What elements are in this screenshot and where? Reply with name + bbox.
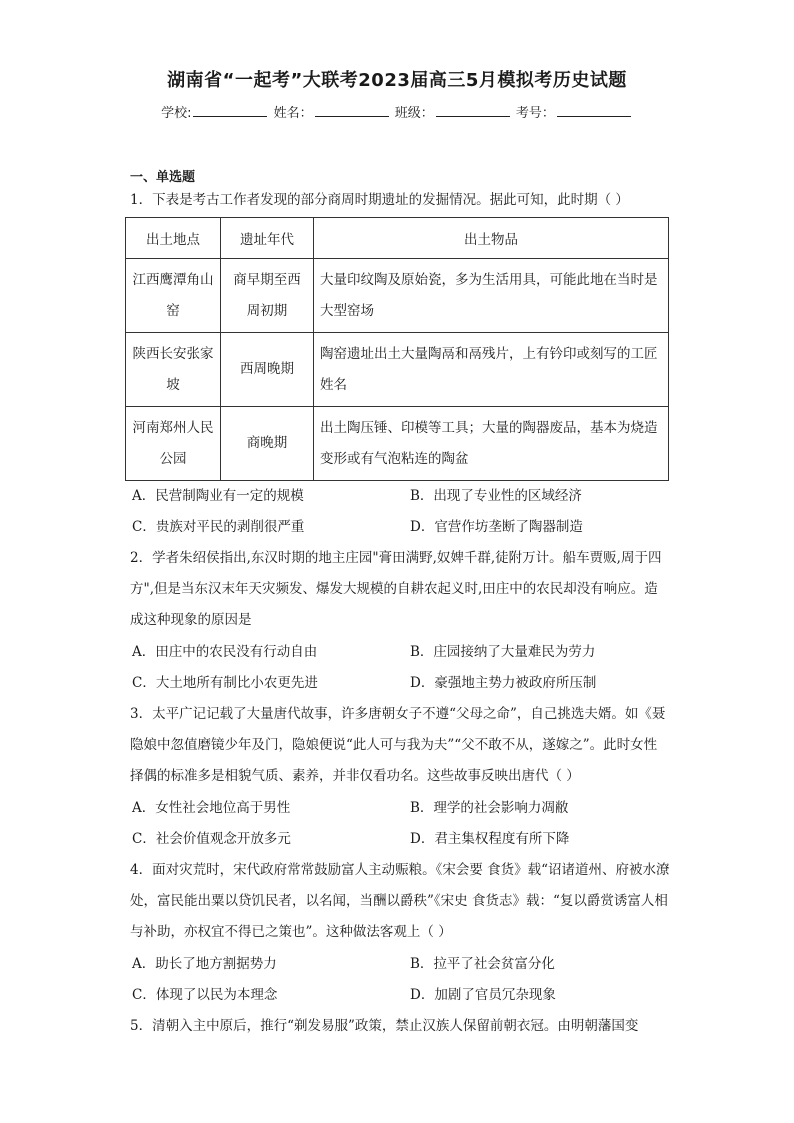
q1-option-a[interactable]: A．民营制陶业有一定的规模 xyxy=(132,488,304,504)
q2-option-a[interactable]: A．田庄中的农民没有行动自由 xyxy=(132,644,318,660)
q3-option-b[interactable]: B．理学的社会影响力凋敝 xyxy=(410,800,569,816)
name-label: 姓名： xyxy=(273,106,313,121)
class-label: 班级： xyxy=(394,106,434,121)
q3-option-a[interactable]: A．女性社会地位高于男性 xyxy=(132,800,291,816)
table-cell: 大量印纹陶及原始瓷，多为生活用具，可能此地在当时是大型窑场 xyxy=(314,259,669,333)
table-cell: 陕西长安张家坡 xyxy=(126,333,221,407)
number-label: 考号： xyxy=(515,106,555,121)
q1-option-d[interactable]: D．官营作坊垄断了陶器制造 xyxy=(410,519,583,535)
name-blank[interactable] xyxy=(315,104,389,117)
school-label: 学校: xyxy=(161,106,192,121)
q4-option-b[interactable]: B．拉平了社会贫富分化 xyxy=(410,956,555,972)
table-header-row xyxy=(126,218,669,259)
number-blank[interactable] xyxy=(557,104,631,117)
q4-option-a[interactable]: A．助长了地方割据势力 xyxy=(132,956,277,972)
exam-title: 湖南省“一起考”大联考2023届高三5月模拟考历史试题 xyxy=(167,70,627,91)
q3-option-d[interactable]: D．君主集权程度有所下降 xyxy=(410,831,570,847)
question-3-stem: 3．太平广记记载了大量唐代故事，许多唐朝女子不遵“父母之命”，自己挑选夫婿。如《聂隐娘中忽值磨镜少年及门，隐娘便说“此人可与我为夫”“父不敢不从，遂嫁之”。此时女性择偶的标准多是相貌气质、素养，并非仅看功名。这些故事反映出唐代（ ） xyxy=(130,706,666,784)
q2-option-c[interactable]: C．大土地所有制比小农更先进 xyxy=(132,675,318,691)
q4-option-d[interactable]: D．加剧了官员冗杂现象 xyxy=(410,987,556,1003)
q1-option-b[interactable]: B．出现了专业性的区域经济 xyxy=(410,488,582,504)
class-blank[interactable] xyxy=(436,104,510,117)
q1-option-c[interactable]: C．贵族对平民的剥削很严重 xyxy=(132,519,305,535)
q4-option-c[interactable]: C．体现了以民为本理念 xyxy=(132,987,278,1003)
excavation-table xyxy=(125,217,669,481)
table-header-cell: 出土物品 xyxy=(314,218,669,259)
table-header-cell: 出土地点 xyxy=(126,218,221,259)
school-blank[interactable] xyxy=(193,104,267,117)
question-1-stem: 1．下表是考古工作者发现的部分商周时期遗址的发掘情况。据此可知，此时期（ ） xyxy=(130,192,629,208)
table-cell: 出土陶压锤、印模等工具；大量的陶器废品，基本为烧造变形或有气泡粘连的陶盆 xyxy=(314,407,669,481)
table-cell: 商晚期 xyxy=(221,407,314,481)
section-heading: 一、单选题 xyxy=(130,170,196,185)
table-header-cell: 遗址年代 xyxy=(221,218,314,259)
table-cell: 商早期至西周初期 xyxy=(221,259,314,333)
table-row xyxy=(126,333,669,407)
table-row xyxy=(126,407,669,481)
table-cell: 西周晚期 xyxy=(221,333,314,407)
q3-option-c[interactable]: C．社会价值观念开放多元 xyxy=(132,831,291,847)
question-2-stem: 2．学者朱绍侯指出,东汉时期的地主庄园"膏田满野,奴婢千群,徒附万计。船车贾贩,周于四方",但是当东汉末年天灾频发、爆发大规模的自耕农起义时,田庄中的农民却没有响应。造成这种现象的原因是 xyxy=(130,550,662,628)
question-4-stem: 4．面对灾荒时，宋代政府常常鼓励富人主动赈粮。《宋会要 食货》载“诏诸道州、府被水潦处，富民能出粟以贷饥民者，以名闻，当酬以爵秩”《宋史 食货志》载：“复以爵赏诱富人相与补助，亦权宜不得已之策也”。这种做法客观上（ ） xyxy=(130,862,670,940)
q2-option-b[interactable]: B．庄园接纳了大量难民为劳力 xyxy=(410,644,596,660)
student-info-line xyxy=(0,102,794,121)
table-cell: 河南郑州人民公园 xyxy=(126,407,221,481)
question-5-stem: 5．清朝入主中原后，推行“剃发易服”政策，禁止汉族人保留前朝衣冠。由明朝藩国变 xyxy=(130,1018,639,1034)
table-cell: 陶窑遗址出土大量陶鬲和鬲残片，上有钤印或刻写的工匠姓名 xyxy=(314,333,669,407)
q2-option-d[interactable]: D．豪强地主势力被政府所压制 xyxy=(410,675,597,691)
table-cell: 江西鹰潭角山窑 xyxy=(126,259,221,333)
table-row xyxy=(126,259,669,333)
